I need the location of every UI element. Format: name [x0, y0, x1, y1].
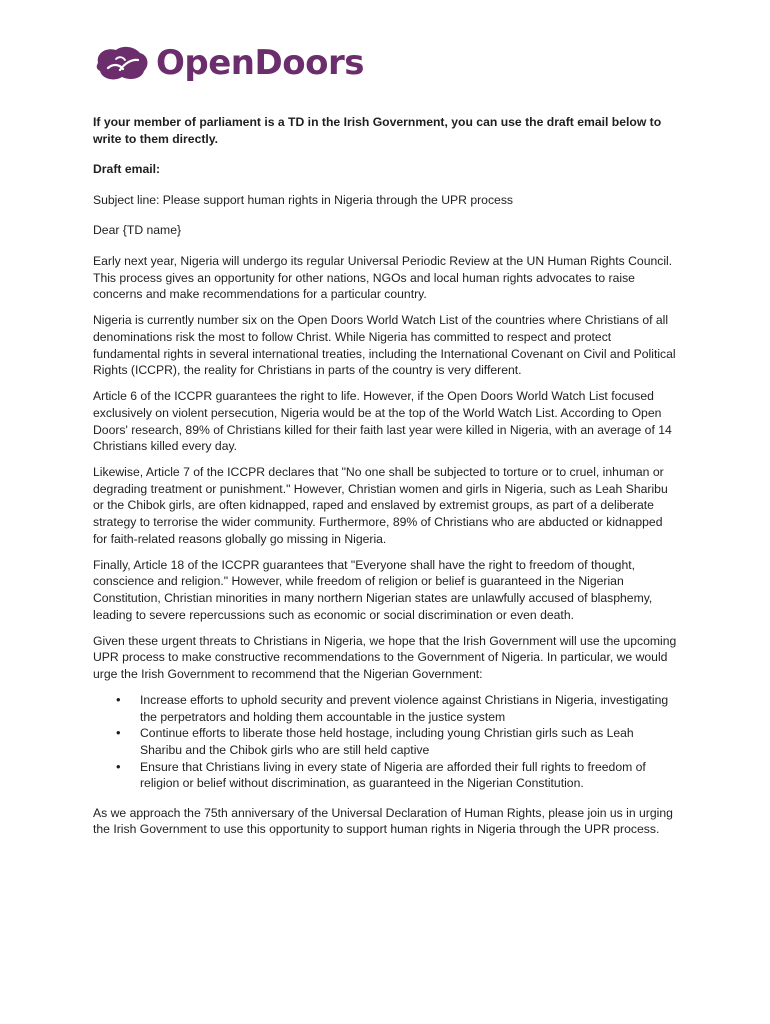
subject-line: Subject line: Please support human rights in Nigeria through the UPR process — [93, 192, 514, 207]
list-item: • Continue efforts to liberate those held hostage, including young Christian girls such as Leah Sharibu and the Chibok girls who are still held captive — [140, 725, 678, 758]
logo-word-doors: Doors — [254, 43, 364, 83]
paragraph-recommendations-intro: Given these urgent threats to Christians in Nigeria, we hope that the Irish Government will use the upcoming UPR process to make constructive recommendations to the Government of Nigeria. In particular, we would urge the Irish Government to recommend that the Nigerian Government: — [93, 633, 677, 681]
recommendations-list — [93, 692, 678, 792]
paragraph-article-7: Likewise, Article 7 of the ICCPR declares that "No one shall be subjected to torture or to cruel, inhuman or degrading treatment or punishment." However, Christian women and girls in Nigeria, such as Leah Sharibu or the Chibok girls, are often kidnapped, raped and enslaved by extremist groups, as part of a deliberate strategy to terrorise the wider community. Furthermore, 89% of Christians who are abducted or kidnapped for faith-related reasons globally go missing in Nigeria. — [93, 465, 668, 546]
letter-body — [93, 114, 678, 848]
open-doors-logo — [92, 40, 364, 86]
list-item: • Ensure that Christians living in every state of Nigeria are afforded their full rights to freedom of religion or belief without discrimination, as guaranteed in the Nigerian Constitution. — [140, 759, 678, 792]
paragraph-world-watch-list: Nigeria is currently number six on the Open Doors World Watch List of the countries where Christians of all denominations risk the most to follow Christ. While Nigeria has committed to respect and protect fundamental rights in several international treaties, including the International Covenant on Civil and Political Rights (ICCPR), the reality for Christians in parts of the country is very different. — [93, 313, 676, 378]
salutation: Dear {TD name} — [93, 223, 182, 238]
open-doors-emblem-icon — [92, 41, 152, 85]
draft-email-label: Draft email: — [93, 162, 161, 177]
paragraph-article-18: Finally, Article 18 of the ICCPR guarantees that "Everyone shall have the right to freedom of thought, conscience and religion." However, while freedom of religion or belief is guaranteed in the Nigerian Constitution, Christian minorities in many northern Nigerian states are unlawfully accused of blasphemy, leading to severe repercussions such as economic or social discrimination or even death. — [93, 557, 653, 622]
logo-wordmark — [156, 40, 364, 86]
closing-paragraph: As we approach the 75th anniversary of the Universal Declaration of Human Rights, please join us in urging the Irish Government to use this opportunity to support human rights in Nigeria through the UPR process. — [93, 805, 673, 837]
logo-word-open: Open — [156, 43, 255, 83]
paragraph-article-6: Article 6 of the ICCPR guarantees the right to life. However, if the Open Doors World Watch List focused exclusively on violent persecution, Nigeria would be at the top of the World Watch List. According to Open Doors' research, 89% of Christians killed for their faith last year were killed in Nigeria, with an average of 14 Christians killed every day. — [93, 389, 672, 454]
list-item: • Increase efforts to uphold security and prevent violence against Christians in Nigeria, investigating the perpetrators and holding them accountable in the justice system — [140, 692, 678, 725]
intro-instruction: If your member of parliament is a TD in the Irish Government, you can use the draft email below to write to them directly. — [93, 115, 662, 146]
paragraph-upr-review: Early next year, Nigeria will undergo its regular Universal Periodic Review at the UN Human Rights Council. This process gives an opportunity for other nations, NGOs and local human rights advocates to raise concerns and make recommendations for a particular country. — [93, 253, 673, 302]
